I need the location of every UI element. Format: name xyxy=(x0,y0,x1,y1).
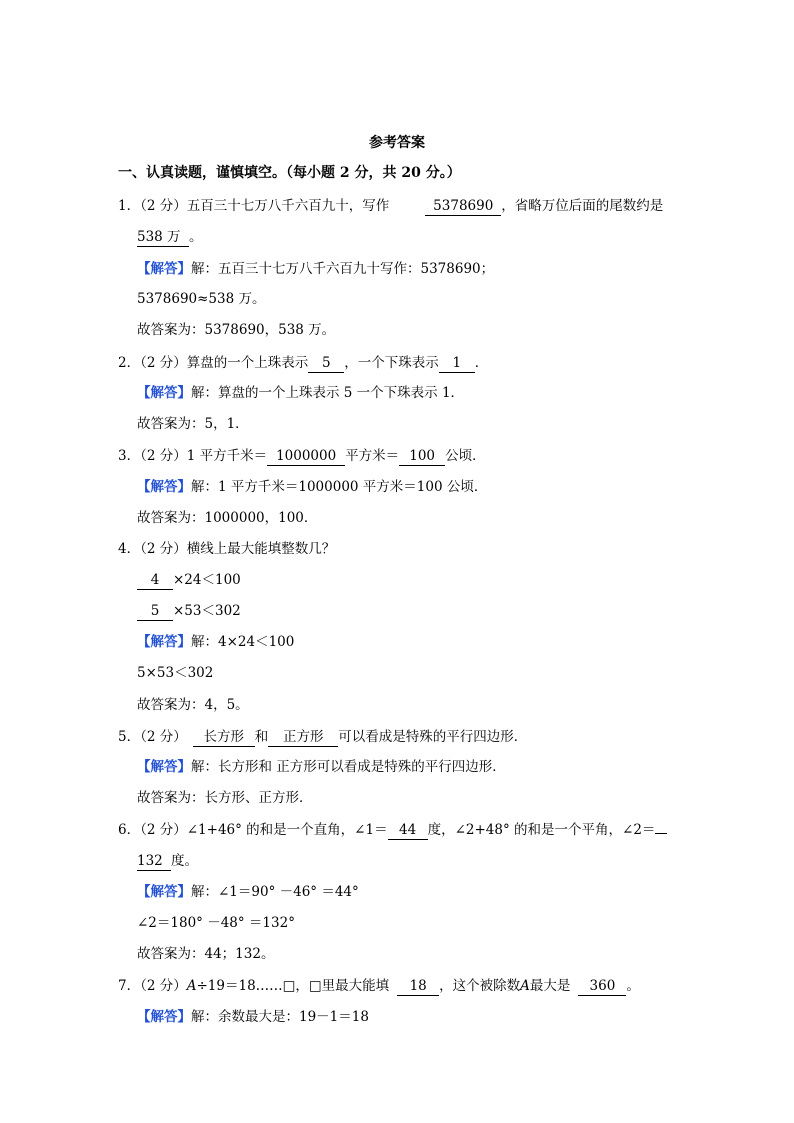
q7-line xyxy=(118,976,640,996)
q7-sol1: 解：余数最大是：19－1＝18 xyxy=(191,1009,369,1025)
q4-sol1: 解：4×24＜100 xyxy=(191,634,295,650)
q2-text-a: 算盘的一个上珠表示 xyxy=(186,355,309,371)
q4-sol2: 5×53＜302 xyxy=(137,665,214,681)
solution-tag: 【解答】 xyxy=(137,261,191,277)
q7-text-a: ÷19＝18……□，□里最大能填 xyxy=(196,978,390,994)
solution-tag: 【解答】 xyxy=(137,884,191,900)
q5-line xyxy=(118,727,527,747)
q4-line2: ×53＜302 xyxy=(173,603,241,619)
q3-text-a: 1 平方千米＝ xyxy=(186,448,268,464)
q2-text-c: ． xyxy=(474,355,489,371)
q7-text-c: 最大是 xyxy=(529,978,571,994)
q1-blank2: 538 万 xyxy=(137,229,189,247)
q6-blank1: 44 xyxy=(388,822,428,840)
q3-answer: 故答案为：1000000，100． xyxy=(137,510,318,526)
page-title: 参考答案 xyxy=(369,135,425,151)
q3-blank1: 1000000 xyxy=(267,448,345,466)
q6-sol2: ∠2＝180° －48° ＝132° xyxy=(137,915,295,931)
q1-text-c: 。 xyxy=(189,229,203,245)
q3-text-c: 公顷． xyxy=(445,448,486,464)
q1-answer: 故答案为：5378690，538 万。 xyxy=(137,322,336,338)
q4-number: 4．（2 分） xyxy=(118,541,187,557)
q6-solution xyxy=(137,882,359,902)
q1-sol1: 解：五百三十七万八千六百九十写作：5378690； xyxy=(191,261,495,277)
q4-text-a: 横线上最大能填整数几？ xyxy=(186,541,336,557)
solution-tag: 【解答】 xyxy=(137,634,191,650)
q2-blank1: 5 xyxy=(308,355,344,373)
q5-sol1: 解：长方形和 正方形可以看成是特殊的平行四边形． xyxy=(191,759,506,775)
q4-blank1: 4 xyxy=(137,572,173,590)
q7-number: 7．（2 分） xyxy=(118,978,187,994)
q1-blank1: 5378690 xyxy=(425,198,501,216)
q7-solution xyxy=(137,1007,369,1027)
q2-sol1: 解：算盘的一个上珠表示 5 一个下珠表示 1． xyxy=(191,385,465,401)
q7-var-2: A xyxy=(520,978,530,994)
q6-number: 6．（2 分） xyxy=(118,822,187,838)
q2-solution xyxy=(137,383,464,403)
q3-text-b: 平方米＝ xyxy=(345,448,400,464)
q6-line2 xyxy=(137,851,198,871)
q1-solution xyxy=(137,259,494,279)
q5-blank2: 正方形 xyxy=(268,729,338,747)
q6-blank-lead xyxy=(655,833,667,834)
q5-number: 5．（2 分） xyxy=(118,729,187,745)
q1-sol2: 5378690≈538 万。 xyxy=(137,291,266,307)
q2-line xyxy=(118,353,488,373)
q6-answer: 故答案为：44；132。 xyxy=(137,946,275,962)
solution-tag: 【解答】 xyxy=(137,385,191,401)
q4-line xyxy=(118,539,335,559)
q1-number: 1．（2 分） xyxy=(118,198,187,214)
q2-number: 2．（2 分） xyxy=(118,355,187,371)
q4-answer: 故答案为：4，5。 xyxy=(137,697,249,713)
q5-text-c: 可以看成是特殊的平行四边形． xyxy=(338,729,528,745)
q2-answer: 故答案为：5，1． xyxy=(137,416,249,432)
q3-blank2: 100 xyxy=(399,448,445,466)
q7-text-b: ，这个被除数 xyxy=(439,978,521,994)
q7-blank2: 360 xyxy=(578,978,626,996)
q2-blank2: 1 xyxy=(439,355,475,373)
q4-line1: ×24＜100 xyxy=(173,572,241,588)
q6-sol1: 解：∠1＝90° －46° ＝44° xyxy=(191,884,359,900)
q2-text-b: ，一个下珠表示 xyxy=(344,355,439,371)
q6-text-a: ∠1+46° 的和是一个直角，∠1＝ xyxy=(186,822,388,838)
q3-solution xyxy=(137,477,487,497)
q4-blank2: 5 xyxy=(137,603,173,621)
q1-text-b: ，省略万位后面的尾数约是 xyxy=(501,198,664,214)
q6-text-c: 度。 xyxy=(171,853,198,869)
q1-line xyxy=(118,196,663,216)
q4-item2 xyxy=(137,601,241,621)
q7-blank1: 18 xyxy=(397,978,439,996)
q5-answer: 故答案为：长方形、正方形． xyxy=(137,790,313,806)
q5-text-b: 和 xyxy=(254,729,269,745)
q6-blank2: 132 xyxy=(137,853,171,871)
q4-solution xyxy=(137,632,294,652)
q1-line2 xyxy=(137,227,203,247)
q4-item1 xyxy=(137,570,241,590)
q7-var: A xyxy=(186,978,197,994)
solution-tag: 【解答】 xyxy=(137,759,191,775)
q6-line xyxy=(118,820,667,840)
q3-sol1: 解：1 平方千米＝1000000 平方米＝100 公顷． xyxy=(191,479,488,495)
q5-blank1: 长方形 xyxy=(193,729,255,747)
solution-tag: 【解答】 xyxy=(137,479,191,495)
q6-text-b: 度，∠2+48° 的和是一个平角，∠2＝ xyxy=(427,822,656,838)
q3-line xyxy=(118,446,486,466)
q3-number: 3．（2 分） xyxy=(118,448,187,464)
solution-tag: 【解答】 xyxy=(137,1009,191,1025)
q1-text-a: 五百三十七万八千六百九十，写作 xyxy=(186,198,390,214)
q7-text-d: 。 xyxy=(626,978,640,994)
section-heading: 一、认真读题，谨慎填空。（每小题 2 分，共 20 分。） xyxy=(118,165,461,181)
q5-solution xyxy=(137,757,506,777)
